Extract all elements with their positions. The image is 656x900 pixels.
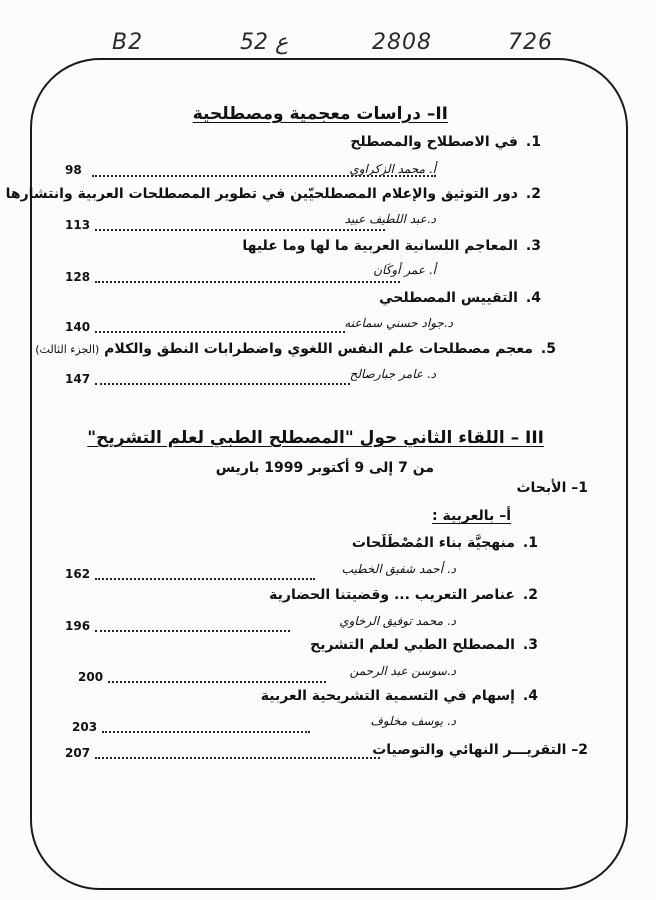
item-number: 3. [522, 637, 538, 653]
dot-leader [95, 578, 315, 580]
section-3-date: من 7 إلى 9 أكتوبر 1999 باريس [215, 460, 434, 476]
item-number: 3. [525, 238, 541, 254]
item-number: 1. [522, 535, 538, 551]
dot-leader [95, 383, 350, 385]
page-number: 147 [65, 372, 91, 386]
toc-author-3-3: د.سوسن عبد الرحمن [349, 664, 456, 678]
item-title: عناصر التعريب ... وقضيتنا الحضارية [269, 587, 515, 603]
item-title: المصطلح الطبي لعلم التشريح [310, 637, 515, 653]
toc-author-3-1: د. أحمد شفيق الخطيب [341, 562, 456, 576]
item-number: 4. [522, 688, 538, 704]
page-number: 98 [65, 163, 82, 177]
toc-item-2-5 [35, 341, 556, 357]
item-title: المعاجم اللسانية العربية ما لها وما عليها [242, 238, 518, 254]
toc-item-2-3 [242, 238, 541, 254]
toc-author-3-2: د. محمد توفيق الرخاوي [339, 614, 456, 628]
dot-leader [95, 757, 380, 759]
item-note: (الجزء الثالث) [35, 343, 100, 356]
section-3-title: III – اللقاء الثاني حول "المصطلح الطبي لعلم التشريح" [87, 428, 544, 448]
subheading-arabic: أ– بالعربية : [432, 508, 511, 524]
item-title: إسهام في التسمية التشريحية العربية [260, 688, 515, 704]
page-number: 113 [65, 218, 91, 232]
toc-author-2-3: أ. عمر أوكَان [373, 263, 436, 277]
toc-item-2-2 [6, 186, 541, 202]
toc-item-3-4 [261, 688, 538, 704]
toc-author-2-5: د. عامر جبارصالح [349, 367, 436, 381]
toc-author-2-2: د.عبد اللطيف عبيد [344, 212, 436, 226]
item-number: 2. [525, 186, 541, 202]
toc-item-3-3 [310, 637, 538, 653]
item-title: في الاصطلاح والمصطلح [350, 134, 518, 150]
item-number: 1. [525, 134, 541, 150]
toc-item-3-2 [269, 587, 538, 603]
page-number: 196 [65, 619, 91, 633]
dot-leader [92, 175, 436, 177]
part-1-heading: 1– الأبحاث [516, 480, 588, 496]
page-number: 128 [65, 270, 91, 284]
page-number: 140 [65, 320, 91, 334]
handwritten-number: 2808 [372, 30, 432, 55]
toc-item-2-4 [379, 290, 541, 306]
toc-item-3-1 [352, 535, 538, 551]
dot-leader [108, 681, 326, 683]
toc-author-2-1: أ. محمد الزكراوي [349, 162, 436, 176]
page-number: 200 [78, 670, 104, 684]
handwritten-page: 726 [508, 30, 553, 55]
toc-author-2-4: د.جواد حسني سماعنه [344, 316, 453, 330]
section-2-title: II– دراسات معجمية ومصطلحية [192, 104, 448, 124]
part-2-heading: 2– التقريـــر النهائي والتوصيات [372, 742, 588, 758]
item-title: معجم مصطلحات علم النفس اللغوي واضطرابات النطق والكلام [104, 341, 533, 357]
dot-leader [95, 331, 345, 333]
item-title: منهجيَّة بناء المُصْطَلَحات [351, 535, 515, 551]
item-title: التقييس المصطلحي [379, 290, 518, 306]
dot-leader [95, 630, 290, 632]
dot-leader [95, 229, 385, 231]
item-number: 2. [522, 587, 538, 603]
item-number: 4. [525, 290, 541, 306]
page-number: 207 [65, 746, 91, 760]
dot-leader [102, 731, 310, 733]
page-number: 162 [65, 567, 91, 581]
toc-author-3-4: د. يوسف مخلوف [370, 714, 456, 728]
handwritten-code-b2: B2 [112, 30, 144, 55]
page-number: 203 [72, 720, 98, 734]
handwritten-issue: ع 52 [240, 30, 289, 55]
item-title: دور التوثيق والإعلام المصطلحيّين في تطوير المصطلحات العربية وانتشارها [5, 186, 518, 202]
item-number: 5. [540, 341, 556, 357]
dot-leader [95, 281, 400, 283]
toc-item-2-1 [350, 134, 541, 150]
